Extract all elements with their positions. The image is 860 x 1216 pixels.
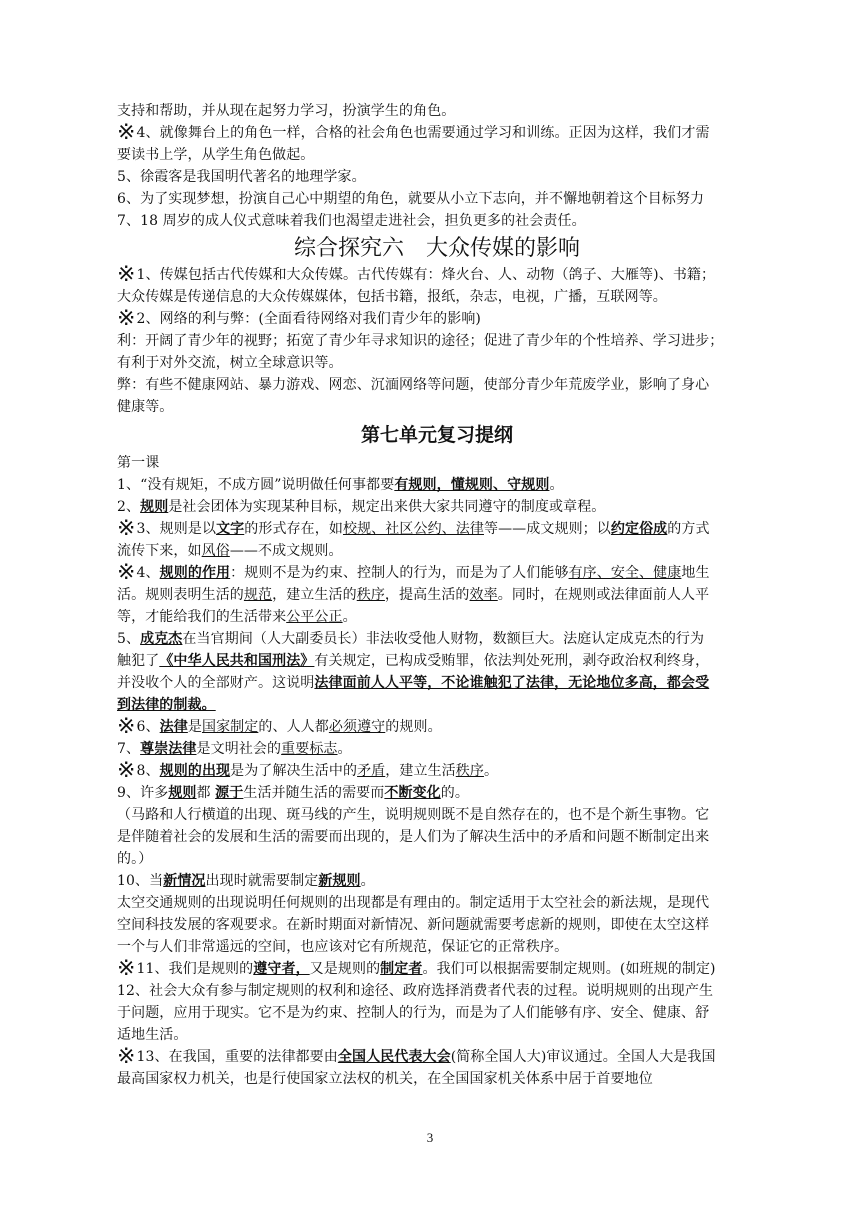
paragraph-line: 支持和帮助，并从现在起努力学习，扮演学生的角色。 bbox=[117, 103, 456, 119]
numbered-item: ※4、就像舞台上的角色一样，合格的社会角色也需要通过学习和训练。正因为这样，我们才需 bbox=[117, 120, 710, 145]
key-term: 《中华人民共和国刑法》 bbox=[159, 653, 315, 669]
paragraph-line: 适地生活。 bbox=[117, 1027, 188, 1043]
key-term: 公平公正 bbox=[286, 609, 343, 625]
key-term: 到法律的制裁。 bbox=[117, 697, 216, 713]
reference-mark-icon: ※ bbox=[117, 758, 136, 783]
section-heading: 综合探究六 大众传媒的影响 bbox=[293, 236, 580, 261]
key-term: 新情况 bbox=[163, 873, 206, 889]
paragraph-line: 等，才能给我们的生活带来公平公正。 bbox=[117, 609, 357, 625]
numbered-item: ※8、规则的出现是为了解决生活中的矛盾，建立生活秩序。 bbox=[117, 758, 499, 783]
paragraph-line: 最高国家权力机关，也是行使国家立法权的机关，在全国国家机关体系中居于首要地位 bbox=[117, 1071, 653, 1087]
key-term: 重要标志 bbox=[281, 741, 338, 757]
key-term: 必须遵守 bbox=[328, 719, 386, 735]
paragraph-line: 健康等。 bbox=[117, 399, 174, 415]
key-term: 规则 bbox=[168, 785, 197, 801]
key-term: 校规、社区公约、法律 bbox=[342, 521, 484, 537]
numbered-item: ※3、规则是以文字的形式存在，如校规、社区公约、法律等——成文规则；以约定俗成的方式 bbox=[117, 516, 710, 541]
paragraph-line: 太空交通规则的出现说明任何规则的出现都是有理由的。制定适用于太空社会的新法规，是现代 bbox=[117, 895, 710, 911]
numbered-item: 7、尊崇法律是文明社会的重要标志。 bbox=[117, 741, 352, 757]
paragraph-line: 一个与人们非常遥远的空间，也应该对它有所规范，保证它的正常秩序。 bbox=[117, 939, 569, 955]
paragraph-line: 并没收个人的全部财产。这说明法律面前人人平等，不论谁触犯了法律，无论地位多高，都会受 bbox=[117, 675, 710, 691]
reference-mark-icon: ※ bbox=[117, 1044, 136, 1069]
numbered-item: ※13、在我国，重要的法律都要由全国人民代表大会(简称全国人大)审议通过。全国人大是我国 bbox=[117, 1044, 716, 1069]
paragraph-line: 要读书上学，从学生角色做起。 bbox=[117, 147, 315, 163]
reference-mark-icon: ※ bbox=[117, 714, 136, 739]
numbered-item: ※2、网络的利与弊：(全面看待网络对我们青少年的影响) bbox=[117, 306, 481, 331]
paragraph-line bbox=[117, 694, 757, 716]
key-term: 法律 bbox=[159, 719, 188, 735]
key-term: 有规则，懂规则、守规则 bbox=[394, 477, 550, 493]
numbered-item: 10、当新情况出现时就需要制定新规则。 bbox=[117, 873, 375, 889]
numbered-item: 5、成克杰在当官期间（人大副委员长）非法收受他人财物，数额巨大。法庭认定成克杰的行为 bbox=[117, 631, 705, 647]
key-term: 成克杰 bbox=[140, 631, 183, 647]
reference-mark-icon: ※ bbox=[117, 560, 136, 585]
numbered-item: 2、规则是社会团体为实现某种目标，规定出来供大家共同遵守的制度或章程。 bbox=[117, 499, 606, 515]
reference-mark-icon: ※ bbox=[117, 956, 136, 981]
key-term: 有序、安全、健康 bbox=[568, 565, 682, 581]
numbered-item: ※1、传媒包括古代传媒和大众传媒。古代传媒有：烽火台、人、动物（鸽子、大雁等)、书籍； bbox=[117, 262, 716, 287]
numbered-item: 7、18 周岁的成人仪式意味着我们也渴望走进社会，担负更多的社会责任。 bbox=[117, 213, 586, 229]
page-number: 3 bbox=[426, 1130, 434, 1145]
reference-mark-icon: ※ bbox=[117, 262, 136, 287]
key-term: 风俗 bbox=[201, 543, 230, 559]
unit-heading: 第七单元复习提纲 bbox=[360, 424, 513, 446]
reference-mark-icon: ※ bbox=[117, 120, 136, 145]
paragraph-line: 活。规则表明生活的规范，建立生活的秩序，提高生活的效率。同时，在规则或法律面前人人平 bbox=[117, 587, 710, 603]
key-term: 矛盾 bbox=[357, 763, 386, 779]
key-term: 新规则 bbox=[318, 873, 361, 889]
numbered-item: 1、“没有规矩，不成方圆”说明做任何事都要有规则，懂规则、守规则。 bbox=[117, 477, 564, 493]
key-term: 全国人民代表大会 bbox=[337, 1049, 451, 1065]
paragraph-line: 弊：有些不健康网站、暴力游戏、网恋、沉湎网络等问题，使部分青少年荒废学业，影响了身心 bbox=[117, 377, 710, 393]
lesson-label: 第一课 bbox=[117, 455, 160, 471]
key-term: 秩序 bbox=[356, 587, 385, 603]
numbered-item: 12、社会大众有参与制定规则的权利和途径、政府选择消费者代表的过程。说明规则的出现产生 bbox=[117, 983, 714, 999]
paragraph-line: 于问题，应用于现实。它不是为约束、控制人的行为，而是为了人们能够有序、安全、健康、舒 bbox=[117, 1005, 710, 1021]
reference-mark-icon: ※ bbox=[117, 306, 136, 331]
paragraph-line: 利：开阔了青少年的视野；拓宽了青少年寻求知识的途径；促进了青少年的个性培养、学习进步； bbox=[117, 333, 724, 349]
key-term: 文字 bbox=[216, 521, 245, 537]
key-term: 规范 bbox=[243, 587, 273, 603]
paragraph-line: 空间科技发展的客观要求。在新时期面对新情况、新问题就需要考虑新的规则，即使在太空这样 bbox=[117, 917, 710, 933]
paragraph-line: 大众传媒是传递信息的大众传媒媒体，包括书籍，报纸，杂志，电视，广播，互联网等。 bbox=[117, 289, 667, 305]
paragraph-line: 流传下来，如风俗——不成文规则。 bbox=[117, 543, 343, 559]
key-term: 不断变化 bbox=[384, 785, 441, 801]
key-term: 规则的作用 bbox=[159, 565, 231, 581]
key-term: 效率 bbox=[469, 587, 498, 603]
key-term: 尊崇法律 bbox=[140, 741, 197, 757]
paragraph-line: （马路和人行横道的出现、斑马线的产生，说明规则既不是自然存在的，也不是个新生事物。它 bbox=[117, 807, 710, 823]
document-page bbox=[117, 100, 757, 1090]
key-term: 秩序 bbox=[455, 763, 484, 779]
reference-mark-icon: ※ bbox=[117, 516, 136, 541]
key-term: 制定者 bbox=[380, 961, 423, 977]
key-term: 国家制定 bbox=[201, 719, 259, 735]
numbered-item: ※11、我们是规则的遵守者，又是规则的制定者。我们可以根据需要制定规则。(如班规的制定) bbox=[117, 956, 716, 981]
numbered-item: 9、许多规则都 源于生活并随生活的需要而不断变化的。 bbox=[117, 785, 469, 801]
key-term: 规则 bbox=[140, 499, 169, 515]
key-term: 源于 bbox=[215, 785, 244, 801]
key-term: 规则的出现 bbox=[159, 763, 231, 779]
paragraph-line: 有利于对外交流，树立全球意识等。 bbox=[117, 355, 343, 371]
numbered-item: 5、徐霞客是我国明代著名的地理学家。 bbox=[117, 169, 366, 185]
numbered-item: 6、为了实现梦想，扮演自己心中期望的角色，就要从小立下志向，并不懈地朝着这个目标努力 bbox=[117, 191, 705, 207]
paragraph-line: 是伴随着社会的发展和生活的需要而出现的，是人们为了解决生活中的矛盾和问题不断制定出来 bbox=[117, 829, 710, 845]
key-term: 遵守者， bbox=[253, 961, 310, 977]
key-term: 法律面前人人平等，不论谁触犯了法律，无论地位多高，都会受 bbox=[314, 675, 710, 691]
paragraph-line: 的。） bbox=[117, 851, 153, 867]
numbered-item: ※4、规则的作用：规则不是为约束、控制人的行为，而是为了人们能够有序、安全、健康地生 bbox=[117, 560, 710, 585]
key-term: 约定俗成 bbox=[610, 521, 668, 537]
numbered-item: ※6、法律是国家制定的、人人都必须遵守的规则。 bbox=[117, 714, 442, 739]
paragraph-line: 触犯了《中华人民共和国刑法》有关规定，已构成受贿罪，依法判处死刑，剥夺政治权利终身， bbox=[117, 653, 710, 669]
